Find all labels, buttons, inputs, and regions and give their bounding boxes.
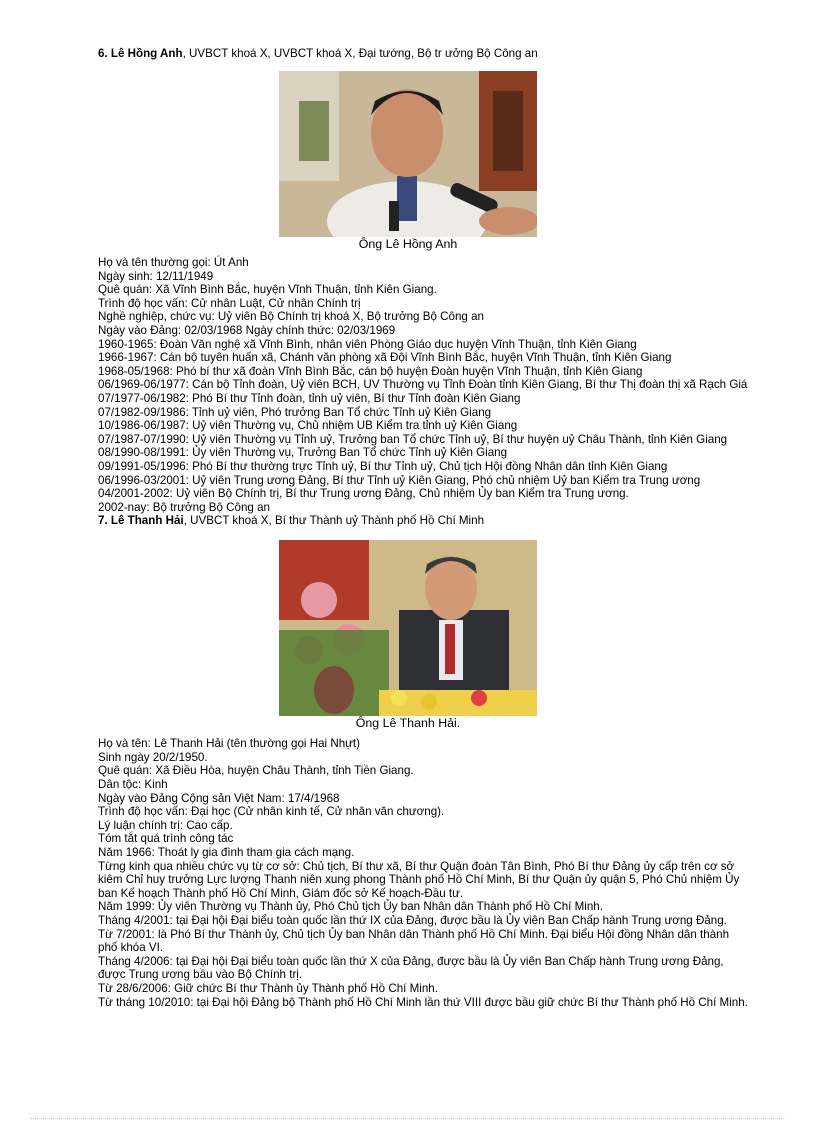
bio-line: Ngày sinh: 12/11/1949 (98, 269, 214, 283)
bio-line: 07/1977-06/1982: Phó Bí thư Tỉnh đoàn, tỉnh uỷ viên, Bí thư Tỉnh đoàn Kiên Giang (98, 391, 521, 405)
bio-line: Sinh ngày 20/2/1950. (98, 750, 208, 764)
bio-line: Tháng 4/2006: tại Đại hội Đại biểu toàn quốc lần thứ X của Đảng, được bầu là Ủy viên Ban Chấp hành Trung ương Đảng, được Trung ương bầu vào Bộ Chính trị. (98, 954, 724, 982)
bio-line: 04/2001-2002: Uỷ viên Bộ Chính trị, Bí thư Trung ương Đảng, Chủ nhiệm Ủy ban Kiểm tra Trung ương. (98, 487, 629, 501)
bio-line: 1960-1965: Đoàn Văn nghệ xã Vĩnh Bình, nhân viên Phòng Giáo dục huyện Vĩnh Thuận, tỉnh Kiên Giang (98, 337, 637, 351)
bio-line: 1968-05/1968: Phó bí thư xã đoàn Vĩnh Bình Bắc, cán bộ huyện Đoàn huyện Vĩnh Thuận, tỉnh Kiên Giang (98, 364, 643, 378)
bio-line: Trình độ học vấn: Đại học (Cử nhân kinh tế, Cử nhân văn chương). (98, 805, 445, 819)
biography-le-hong-anh (98, 256, 748, 514)
bio-line: 06/1996-03/2001: Uỷ viên Trung ương Đảng, Bí thư Tỉnh uỷ Kiên Giang, Phó chủ nhiệm Uỷ ban Kiểm tra Trung ương (98, 473, 701, 487)
bio-line: Năm 1966: Thoát ly gia đình tham gia cách mạng. (98, 846, 355, 860)
bio-line: Nghề nghiệp, chức vụ: Uỷ viên Bộ Chính trị khoá X, Bộ trưởng Bộ Công an (98, 310, 484, 324)
bio-line: 08/1990-08/1991: Ủy viên Thường vụ, Trưởng Ban Tổ chức Tỉnh uỷ Kiên Giang (98, 446, 508, 460)
page-bottom-rule (30, 1118, 786, 1119)
bio-line: Lý luận chính trị: Cao cấp. (98, 818, 233, 832)
photo-block-1 (0, 71, 816, 252)
bio-line: 10/1986-06/1987: Uỷ viên Thường vụ, Chủ nhiệm UB Kiểm tra tỉnh uỷ Kiên Giang (98, 419, 518, 433)
bio-line: Trình độ học vấn: Cử nhân Luật, Cử nhân Chính trị (98, 296, 361, 310)
photo-caption-2: Ông Lê Thanh Hải. (355, 716, 461, 731)
bio-line: Dân tộc: Kinh (98, 778, 168, 792)
bio-line: Từ tháng 10/2010: tại Đại hội Đảng bộ Thành phố Hồ Chí Minh lần thứ VIII được bầu giữ chức Bí thư Thành phố Hồ Chí Minh. (98, 995, 748, 1009)
bio-line: 2002-nay: Bộ trưởng Bộ Công an (98, 500, 270, 514)
bio-line: Ngày vào Đảng Cộng sản Việt Nam: 17/4/1968 (98, 791, 340, 805)
photo-block-2 (0, 540, 816, 731)
heading-rest: , UVBCT khoá X, UVBCT khoá X, Đại tướng, Bộ tr ưởng Bộ Công an (182, 47, 538, 60)
photo-caption-1: Ông Lê Hồng Anh (358, 237, 458, 251)
bio-line: Từ 7/2001: là Phó Bí thư Thành ủy, Chủ tịch Ủy ban Nhân dân Thành phố Hồ Chí Minh. Đại biểu Hội đồng Nhân dân thành phố khóa VI. (98, 927, 730, 955)
portrait-photo-icon (279, 71, 537, 237)
biography-le-thanh-hai (98, 737, 748, 1009)
heading-name: 7. Lê Thanh Hải (98, 514, 184, 528)
document-page (98, 47, 748, 1009)
bio-line: Ngày vào Đảng: 02/03/1968 Ngày chính thức: 02/03/1969 (98, 323, 396, 337)
bio-line: 09/1991-05/1996: Phó Bí thư thường trực Tỉnh uỷ, Bí thư Tỉnh uỷ, Chủ tịch Hội đồng Nhân dân tỉnh Kiên Giang (98, 459, 668, 473)
bio-line: Năm 1999: Ủy viên Thường vụ Thành ủy, Phó Chủ tịch Ủy ban Nhân dân Thành phố Hồ Chí Minh. (98, 900, 603, 914)
heading-rest: , UVBCT khoá X, Bí thư Thành uỷ Thành phố Hồ Chí Minh (183, 514, 485, 528)
bio-line: Quê quán: Xã Điều Hòa, huyện Châu Thành, tỉnh Tiền Giang. (98, 764, 414, 778)
portrait-photo-icon (279, 540, 537, 716)
heading-name: 6. Lê Hồng Anh (98, 47, 183, 60)
bio-line: Họ và tên: Lê Thanh Hải (tên thường gọi Hai Nhựt) (98, 737, 361, 751)
bio-line: Quê quán: Xã Vĩnh Bình Bắc, huyện Vĩnh Thuận, tỉnh Kiên Giang. (98, 283, 437, 297)
bio-line: Tóm tắt quá trình công tác (98, 832, 234, 846)
bio-line: Họ và tên thường gọi: Út Anh (98, 256, 249, 269)
bio-line: 1966-1967: Cán bộ tuyên huấn xã, Chánh văn phòng xã Đội Vĩnh Bình Bắc, huyện Vĩnh Thuận, tỉnh Kiên Giang (98, 351, 672, 365)
section-heading-le-hong-anh (98, 47, 748, 61)
bio-line: Từng kinh qua nhiều chức vụ từ cơ sở: Chủ tịch, Bí thư xã, Bí thư Quận đoàn Tân Bình, Phó Bí thư Đảng ủy cấp trên cơ sở kiêm Chỉ huy trưởng Lực lượng Thanh niên xung phong Thành phố Hồ Chí Minh, Bí thư Quận ủy quận 5, Phó Chủ nhiệm Ủy ban Kế hoạch Thành phố Hồ Chí Minh, Giám đốc sở Kế hoạch-Đầu tư. (98, 859, 740, 900)
bio-line: Tháng 4/2001: tại Đại hội Đại biểu toàn quốc lần thứ IX của Đảng, được bầu là Ủy viên Ban Chấp hành Trung ương Đảng. (98, 914, 727, 927)
section-heading-le-thanh-hai (98, 514, 748, 528)
bio-line: 07/1987-07/1990: Uỷ viên Thường vụ Tỉnh uỷ, Trưởng ban Tổ chức Tỉnh uỷ, Bí thư huyện uỷ Châu Thành, tỉnh Kiên Giang (98, 432, 728, 446)
portrait-photo-le-thanh-hai (279, 540, 537, 716)
bio-line: 06/1969-06/1977: Cán bộ Tỉnh đoàn, Uỷ viên BCH, UV Thường vụ Tỉnh Đoàn tỉnh Kiên Giang, Bí thư Thị đoàn thị xã Rạch Giá (98, 378, 748, 392)
bio-line: 07/1982-09/1986: Tỉnh uỷ viên, Phó trưởng Ban Tổ chức Tỉnh uỷ Kiên Giang (98, 405, 492, 419)
portrait-photo-le-hong-anh (279, 71, 537, 237)
bio-line: Từ 28/6/2006: Giữ chức Bí thư Thành ủy Thành phố Hồ Chí Minh. (98, 981, 438, 995)
